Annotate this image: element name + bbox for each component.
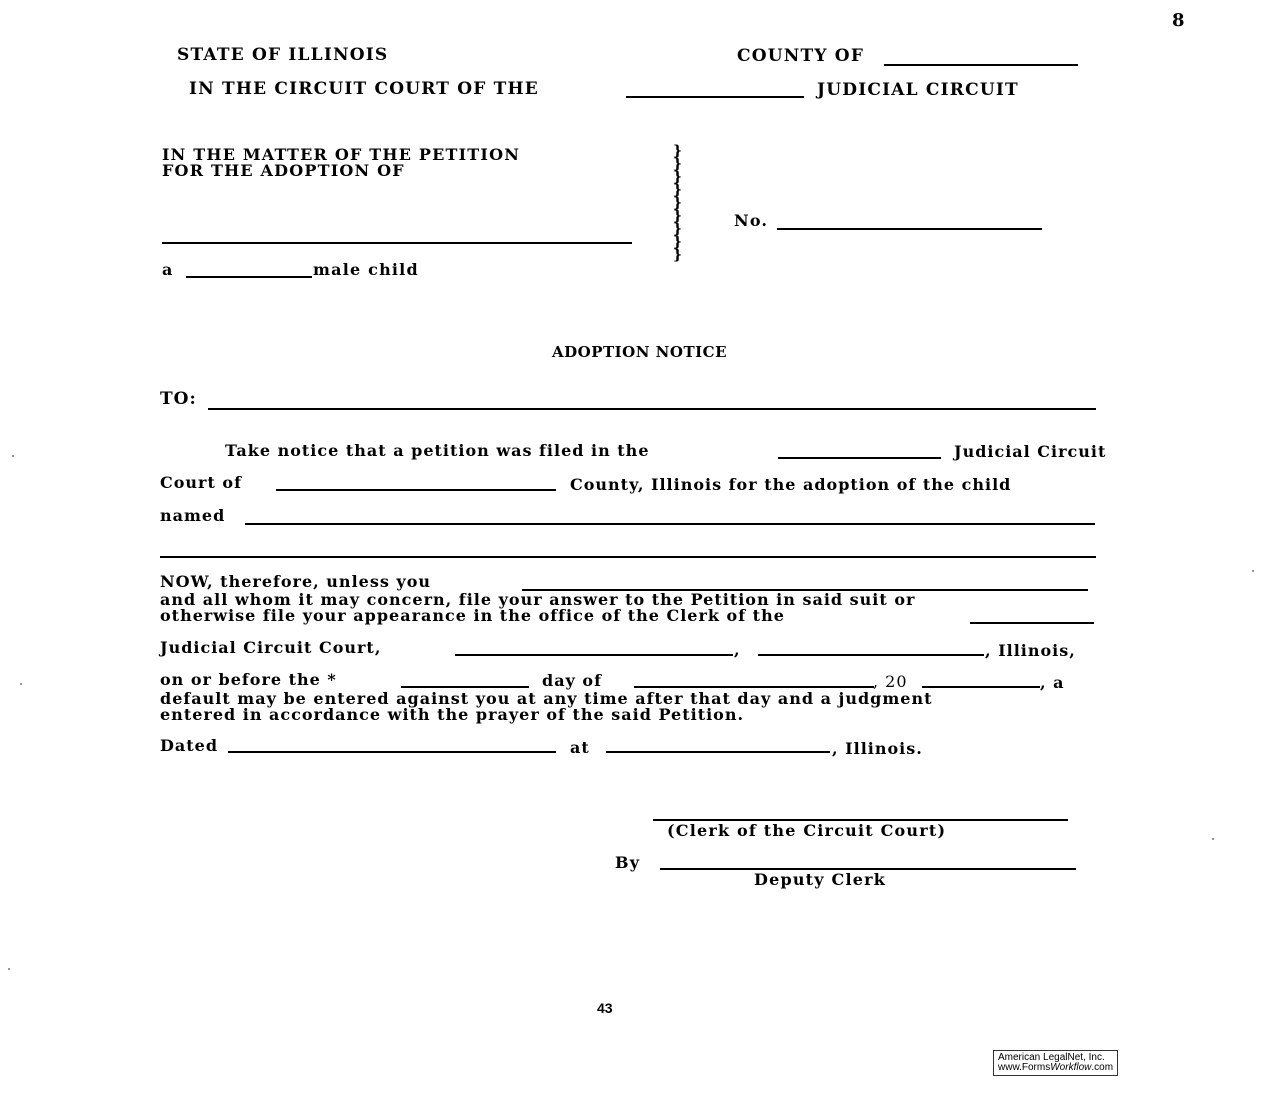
- corner-mark: 8: [1172, 10, 1186, 31]
- month-field[interactable]: [634, 686, 874, 688]
- publisher-name: American LegalNet, Inc.: [998, 1052, 1105, 1063]
- adoptee-name-field[interactable]: [162, 242, 632, 244]
- p1-text-b: Judicial Circuit: [954, 442, 1107, 461]
- scan-speck: [20, 683, 22, 685]
- p5-text-a: Judicial Circuit Court,: [160, 638, 382, 657]
- p4-text-b: and all whom it may concern, file your answer to the Petition in said suit or: [160, 590, 916, 609]
- p2-text-a: Court of: [160, 473, 242, 492]
- court-location-field-1[interactable]: [455, 654, 733, 656]
- p3-text-a: named: [160, 506, 226, 525]
- child-name-field-1[interactable]: [245, 523, 1095, 525]
- child-suffix: male child: [313, 260, 419, 279]
- p4-text-a: NOW, therefore, unless you: [160, 572, 432, 591]
- p4-text-c: otherwise file your appearance in the office of the Clerk of the: [160, 606, 785, 625]
- dated-suffix: , Illinois.: [832, 739, 923, 758]
- dated-field[interactable]: [228, 751, 556, 753]
- to-label: TO:: [160, 389, 197, 409]
- scan-speck: [1252, 570, 1254, 572]
- scan-speck: [12, 455, 14, 457]
- case-number-field[interactable]: [777, 228, 1042, 230]
- p1-text-a: Take notice that a petition was filed in the: [225, 441, 650, 460]
- scan-speck: [1212, 838, 1214, 840]
- judicial-circuit-number-field[interactable]: [626, 96, 804, 98]
- publisher-watermark: [993, 1050, 1118, 1076]
- matter-line-1: IN THE MATTER OF THE PETITION: [162, 145, 521, 164]
- publisher-url: www.FormsWorkflow.com: [998, 1062, 1114, 1073]
- caption-bracket: } } } } } } } } }: [673, 143, 683, 263]
- document-title: ADOPTION NOTICE: [552, 343, 727, 361]
- p6-text-c: , 20: [873, 672, 908, 691]
- case-number-label: No.: [734, 211, 769, 230]
- day-field[interactable]: [401, 686, 529, 688]
- county-label: COUNTY OF: [737, 46, 865, 66]
- by-label: By: [615, 853, 641, 872]
- child-prefix: a: [162, 260, 174, 279]
- court-prefix: IN THE CIRCUIT COURT OF THE: [189, 79, 539, 99]
- court-suffix: JUDICIAL CIRCUIT: [817, 80, 1019, 100]
- county-field[interactable]: [884, 64, 1078, 66]
- p6-text-d: , a: [1040, 673, 1065, 692]
- child-name-field-2[interactable]: [160, 556, 1096, 558]
- p6-text-e: default may be entered against you at any time after that day and a judgment: [160, 689, 933, 708]
- p2-text-b: County, Illinois for the adoption of the child: [570, 475, 1012, 494]
- at-label: at: [570, 738, 590, 757]
- matter-line-2: FOR THE ADOPTION OF: [162, 161, 405, 180]
- state-heading: STATE OF ILLINOIS: [177, 45, 389, 65]
- circuit-number-field[interactable]: [778, 457, 941, 459]
- to-field[interactable]: [208, 408, 1096, 410]
- p6-text-a: on or before the *: [160, 670, 337, 689]
- dated-label: Dated: [160, 736, 218, 755]
- page-number: 43: [597, 1000, 613, 1016]
- clerk-label: (Clerk of the Circuit Court): [667, 821, 947, 840]
- county-name-field[interactable]: [276, 489, 556, 491]
- clerk-circuit-field[interactable]: [970, 622, 1094, 624]
- p6-text-f: entered in accordance with the prayer of the said Petition.: [160, 705, 745, 724]
- scan-speck: [8, 968, 10, 970]
- p5-comma: ,: [734, 640, 741, 659]
- dated-location-field[interactable]: [606, 751, 830, 753]
- p5-text-b: , Illinois,: [985, 641, 1076, 660]
- deputy-label: Deputy Clerk: [754, 870, 887, 889]
- p6-text-b: day of: [542, 671, 602, 690]
- child-gender-field[interactable]: [186, 276, 312, 278]
- court-location-field-2[interactable]: [758, 654, 984, 656]
- year-field[interactable]: [922, 686, 1040, 688]
